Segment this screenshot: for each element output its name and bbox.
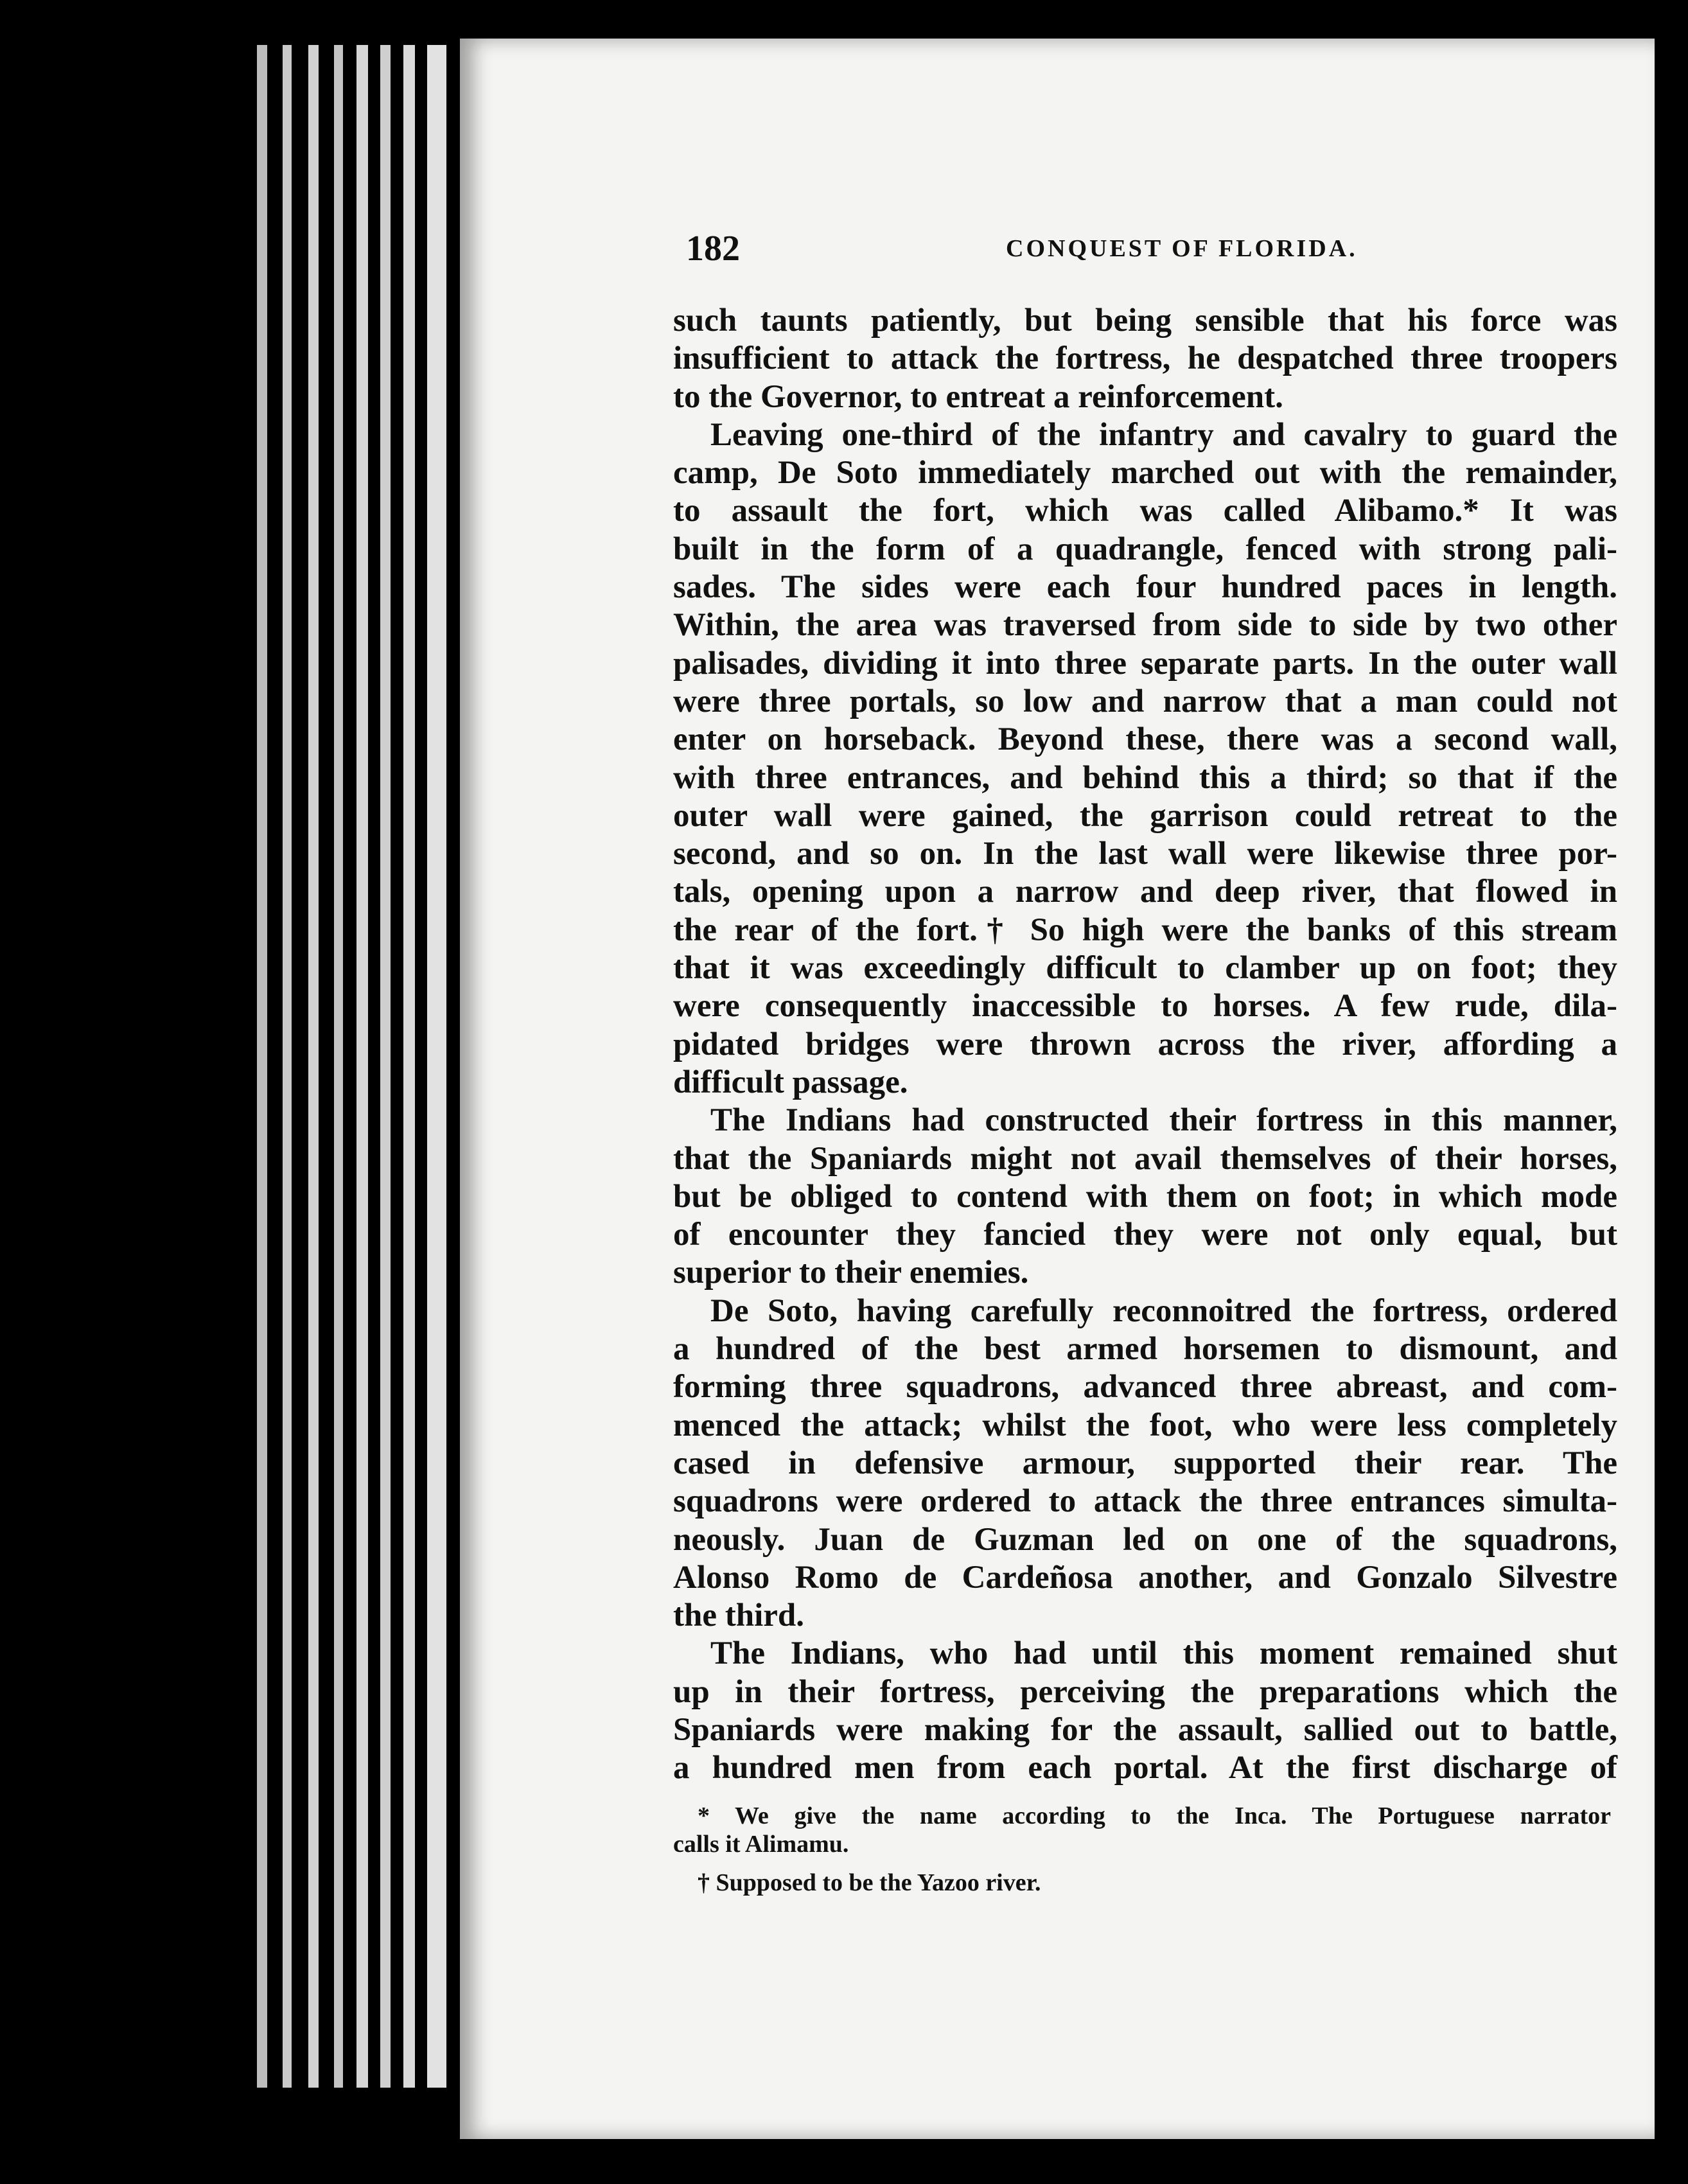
page-edge	[283, 45, 292, 2088]
text-line: The Indians had constructed their fortress in this manner,	[710, 1102, 1617, 1139]
footnote-1-continued: calls it Alimamu.	[673, 1831, 849, 1858]
text-line: sades. The sides were each four hundred paces in length.	[673, 569, 1617, 606]
footnote-2: † Supposed to be the Yazoo river.	[698, 1869, 1041, 1896]
text-line: superior to their enemies.	[673, 1255, 1029, 1291]
text-line: outer wall were gained, the garrison could retreat to the	[673, 797, 1617, 834]
text-line: insufficient to attack the fortress, he despatched three troopers	[673, 340, 1617, 377]
text-line: tals, opening upon a narrow and deep river, that flowed in	[673, 874, 1617, 910]
text-line: built in the form of a quadrangle, fenced with strong pali-	[673, 531, 1617, 567]
text-line: that the Spaniards might not avail themselves of their horses,	[673, 1140, 1617, 1177]
page-edge	[334, 45, 343, 2088]
footnotes	[673, 1802, 1611, 1897]
text-line: Leaving one-third of the infantry and cavalry to guard the	[710, 416, 1617, 453]
text-line: were consequently inaccessible to horses. A few rude, dila-	[673, 988, 1617, 1025]
text-line: neously. Juan de Guzman led on one of the squadrons,	[673, 1521, 1617, 1558]
text-line: up in their fortress, perceiving the preparations which the	[673, 1673, 1617, 1710]
text-line: camp, De Soto immediately marched out with the remainder,	[673, 455, 1617, 491]
text-line: palisades, dividing it into three separate parts. In the outer wall	[673, 645, 1617, 682]
page-edge	[427, 45, 446, 2088]
text-line: menced the attack; whilst the foot, who were less completely	[673, 1407, 1617, 1443]
text-line: were three portals, so low and narrow that a man could not	[673, 683, 1617, 719]
page-edge	[356, 45, 368, 2088]
text-line: such taunts patiently, but being sensible that his force was	[673, 303, 1617, 339]
text-line: of encounter they fancied they were not only equal, but	[673, 1217, 1617, 1253]
text-line: a hundred of the best armed horsemen to dismount, and	[673, 1331, 1617, 1368]
text-line: Alonso Romo de Cardeñosa another, and Gonzalo Silvestre	[673, 1559, 1617, 1596]
text-line: to assault the fort, which was called Alibamo.* It was	[673, 493, 1617, 529]
page-edge	[380, 45, 391, 2088]
text-line: to the Governor, to entreat a reinforcement.	[673, 378, 1283, 415]
text-line: De Soto, having carefully reconnoitred the fortress, ordered	[710, 1292, 1617, 1329]
text-line: forming three squadrons, advanced three abreast, and com-	[673, 1369, 1617, 1405]
text-line: the third.	[673, 1598, 804, 1634]
text-line: squadrons were ordered to attack the three entrances simulta-	[673, 1483, 1617, 1520]
text-line: cased in defensive armour, supported their rear. The	[673, 1445, 1617, 1481]
text-line: Within, the area was traversed from side to side by two other	[673, 607, 1617, 644]
text-line: the rear of the fort.† So high were the banks of this stream	[673, 911, 1617, 948]
text-line: but be obliged to contend with them on foot; in which mode	[673, 1178, 1617, 1215]
page-number: 182	[686, 229, 740, 269]
footnote-1: * We give the name according to the Inca. The Portuguese narrator	[698, 1802, 1611, 1829]
running-head: CONQUEST OF FLORIDA.	[1006, 235, 1358, 262]
page-edge	[403, 45, 415, 2088]
text-line: The Indians, who had until this moment remained shut	[710, 1635, 1617, 1672]
page-edge	[257, 45, 267, 2088]
body-text	[673, 302, 1617, 1788]
text-line: difficult passage.	[673, 1064, 908, 1100]
text-line: a hundred men from each portal. At the first discharge of	[673, 1750, 1617, 1786]
text-line: that it was exceedingly difficult to clamber up on foot; they	[673, 950, 1617, 987]
text-line: enter on horseback. Beyond these, there was a second wall,	[673, 721, 1617, 758]
page-header	[686, 228, 1611, 273]
page-edge	[308, 45, 319, 2088]
text-line: Spaniards were making for the assault, sallied out to battle,	[673, 1711, 1617, 1748]
text-line: with three entrances, and behind this a third; so that if the	[673, 759, 1617, 796]
text-line: second, and so on. In the last wall were likewise three por-	[673, 836, 1617, 872]
text-line: pidated bridges were thrown across the river, affording a	[673, 1026, 1617, 1062]
